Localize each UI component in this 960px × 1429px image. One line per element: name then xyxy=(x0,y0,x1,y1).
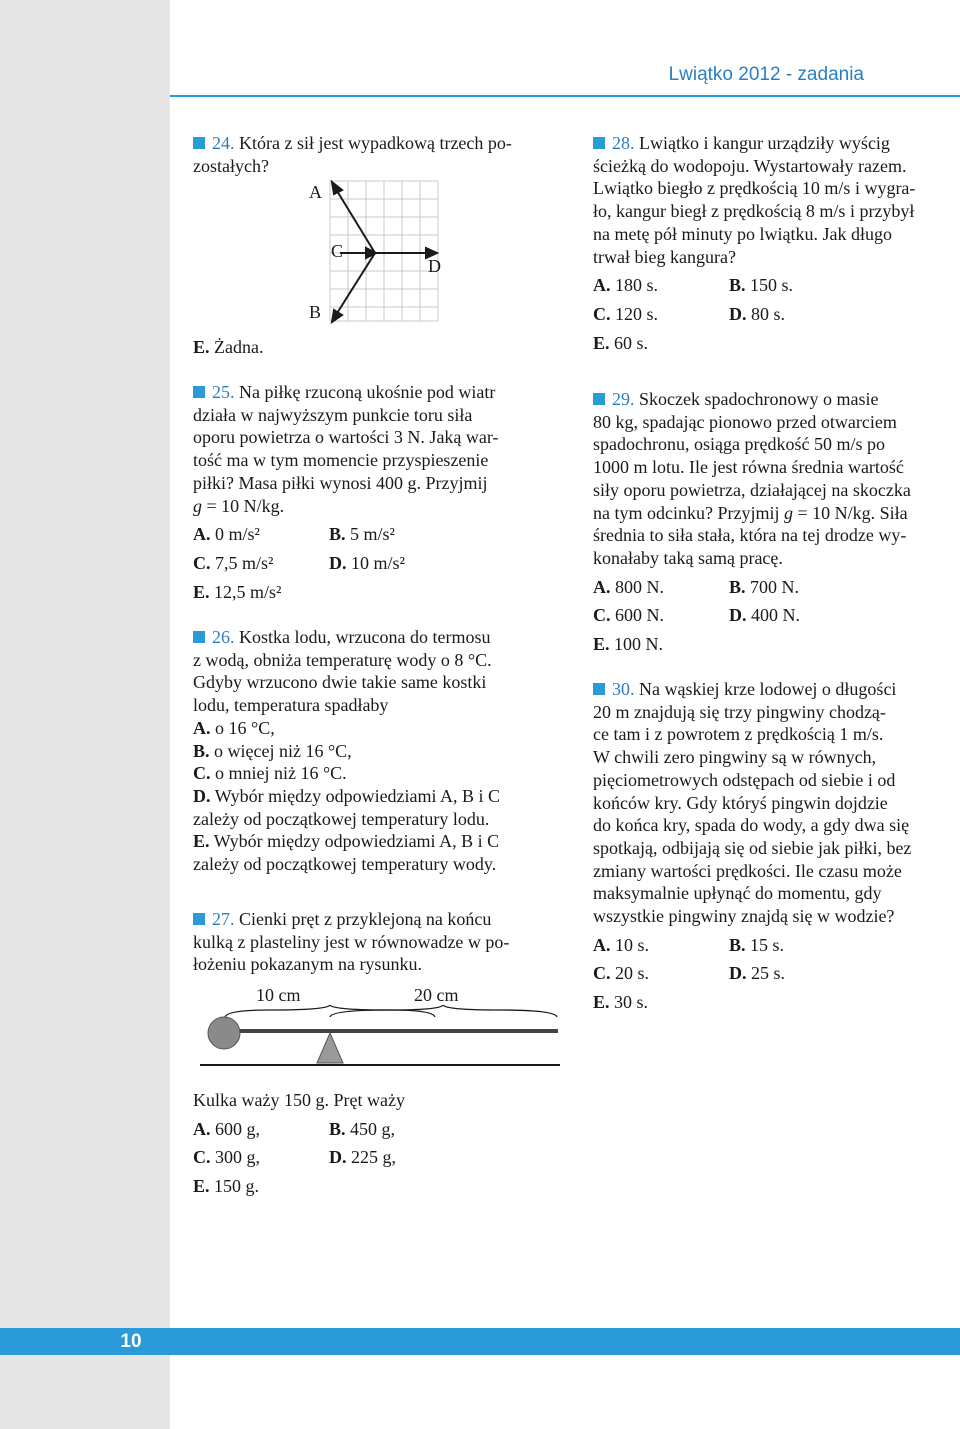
header-title: Lwiątko 2012 - zadania xyxy=(668,64,864,85)
question-text-line: ło, kangur biegł z prędkością 8 m/s i przybył xyxy=(593,201,915,222)
question-25 xyxy=(193,381,558,603)
question-text-line: Gdyby wrzucono dwie takie same kostki xyxy=(193,672,487,693)
question-text-line: 1000 m lotu. Ile jest równa średnia wartość xyxy=(593,457,904,478)
force-label-a: A xyxy=(309,182,322,202)
question-text-line: końców kry. Gdy któryś pingwin dojdzie xyxy=(593,792,888,813)
question-text-line: tość ma w tym momencie przyspieszenie xyxy=(193,450,489,471)
option-b: 150 s. xyxy=(750,275,794,296)
force-label-b: B xyxy=(309,302,322,322)
question-number: 28. xyxy=(612,133,635,153)
option-d: 25 s. xyxy=(751,963,786,984)
fulcrum xyxy=(317,1033,343,1063)
option-key: D. xyxy=(729,605,747,626)
question-text-line: = 10 N/kg. Siła xyxy=(792,502,908,523)
q24-option-e xyxy=(193,336,264,359)
option-key: B. xyxy=(329,524,346,545)
option-d: 225 g, xyxy=(351,1147,396,1168)
plasticine-ball xyxy=(208,1017,240,1049)
option-a: 10 s. xyxy=(615,934,650,955)
option-e: 150 g. xyxy=(214,1176,260,1197)
option-e-cont: zależy od początkowej temperatury wody. xyxy=(193,854,497,875)
option-key: A. xyxy=(593,576,611,597)
option-key: C. xyxy=(193,763,211,784)
question-text-line: zmiany wartości prędkości. Ile czasu może xyxy=(593,860,902,881)
rod xyxy=(225,1029,558,1033)
question-text-line: piłki? Masa piłki wynosi 400 g. Przyjmij xyxy=(193,472,488,493)
force-label-d: D xyxy=(428,256,441,276)
question-text-line: do końca kry, spada do wody, a gdy dwa się xyxy=(593,815,910,836)
option-key: A. xyxy=(193,717,211,738)
option-key: C. xyxy=(193,552,211,573)
question-text-line: Skoczek spadochronowy o masie xyxy=(639,389,879,409)
brace-left xyxy=(225,1005,435,1017)
option-e: 100 N. xyxy=(614,634,664,655)
option-b: 450 g, xyxy=(350,1118,396,1139)
question-text-line: z wodą, obniża temperaturę wody o 8 °C. xyxy=(193,649,492,670)
header-rule xyxy=(170,95,960,97)
option-key: E. xyxy=(593,634,610,655)
option-a: o 16 °C, xyxy=(215,717,275,738)
option-c: 120 s. xyxy=(615,303,659,324)
option-key: B. xyxy=(729,576,746,597)
option-b: 15 s. xyxy=(750,934,785,955)
question-marker xyxy=(593,393,605,405)
question-marker xyxy=(193,631,205,643)
page-number: 10 xyxy=(120,1331,142,1352)
option-key: D. xyxy=(729,303,747,324)
option-key: C. xyxy=(193,1147,211,1168)
question-text-line: pięciometrowych odstępach od siebie i od xyxy=(593,769,896,790)
question-text-line: kulką z plasteliny jest w równowadze w po- xyxy=(193,931,510,952)
option-key: C. xyxy=(593,303,611,324)
question-text-line: zostałych? xyxy=(193,155,269,176)
question-text-line: = 10 N/kg. xyxy=(202,495,285,516)
option-key: A. xyxy=(593,275,611,296)
option-key: E. xyxy=(193,581,210,602)
question-27 xyxy=(193,908,558,976)
question-text-line: maksymalnie upłynąć do momentu, gdy xyxy=(593,883,882,904)
question-29 xyxy=(593,388,957,656)
question-text-line: lodu, temperatura spadłaby xyxy=(193,695,389,716)
question-number: 30. xyxy=(612,679,635,699)
question-marker xyxy=(193,386,205,398)
option-key: E. xyxy=(593,332,610,353)
question-text-line: W chwili zero pingwiny są w równych, xyxy=(593,747,877,768)
question-text-line: Lwiątko biegło z prędkością 10 m/s i wygra- xyxy=(593,178,916,199)
option-key: D. xyxy=(729,963,747,984)
option-key: E. xyxy=(193,1176,210,1197)
option-c: 300 g, xyxy=(215,1147,260,1168)
question-text-line: spadochronu, osiąga prędkość 50 m/s po xyxy=(593,434,885,455)
question-26 xyxy=(193,626,558,876)
option-key: B. xyxy=(329,1118,346,1139)
option-key: D. xyxy=(193,785,211,806)
option-key: E. xyxy=(593,992,610,1013)
question-text-line: Na piłkę rzuconą ukośnie pod wiatr xyxy=(239,382,496,402)
question-text-line: ce tam i z powrotem z prędkością 1 m/s. xyxy=(593,724,884,745)
question-30 xyxy=(593,678,957,1014)
rod-length-right: 20 cm xyxy=(414,985,459,1005)
question-text-line: Kostka lodu, wrzucona do termosu xyxy=(239,627,491,647)
question-number: 27. xyxy=(212,909,235,929)
question-marker xyxy=(193,137,205,149)
question-text-line: konałaby taką samą pracę. xyxy=(593,547,783,568)
question-text-line: oporu powietrza o wartości 3 N. Jaką war- xyxy=(193,427,499,448)
question-marker xyxy=(593,137,605,149)
option-b: o więcej niż 16 °C, xyxy=(214,740,352,761)
force-label-c: C xyxy=(331,241,344,261)
brace-right xyxy=(330,1005,557,1017)
option-key: E. xyxy=(193,337,210,357)
variable-g: g xyxy=(193,495,202,516)
option-e: 60 s. xyxy=(614,332,649,353)
option-key: A. xyxy=(193,524,211,545)
option-text: Żadna. xyxy=(214,337,264,357)
question-text-line: Lwiątko i kangur urządziły wyścig xyxy=(639,133,890,153)
question-24 xyxy=(193,132,560,177)
question-number: 26. xyxy=(212,627,235,647)
option-key: D. xyxy=(329,1147,347,1168)
page-sidebar xyxy=(0,0,170,1429)
question-text-line: Na wąskiej krze lodowej o długości xyxy=(639,679,897,699)
question-number: 25. xyxy=(212,382,235,402)
option-d: Wybór między odpowiedziami A, B i C xyxy=(214,785,501,806)
lever-diagram xyxy=(200,1005,560,1075)
option-d: 400 N. xyxy=(751,605,800,626)
option-b: 5 m/s² xyxy=(350,524,395,545)
question-marker xyxy=(593,683,605,695)
variable-g: g xyxy=(783,502,793,523)
question-text-line: Kulka waży 150 g. Pręt waży xyxy=(193,1090,405,1110)
question-text-line: łożeniu pokazanym na rysunku. xyxy=(193,954,422,975)
question-text-line: Cienki pręt z przyklejoną na końcu xyxy=(239,909,492,929)
option-key: D. xyxy=(329,552,347,573)
option-key: B. xyxy=(729,934,746,955)
question-text-line: wszystkie pingwiny znajdą się w wodzie? xyxy=(593,906,895,927)
option-c: 7,5 m/s² xyxy=(215,552,274,573)
question-text-line: 80 kg, spadając pionowo przed otwarciem xyxy=(593,411,897,432)
question-number: 29. xyxy=(612,389,635,409)
question-text-line: Która z sił jest wypadkową trzech po- xyxy=(239,133,512,153)
question-28 xyxy=(593,132,957,354)
question-text-line: ścieżką do wodopoju. Wystartowały razem. xyxy=(593,155,907,176)
question-text-line: na tym odcinku? Przyjmij xyxy=(593,502,784,523)
option-b: 700 N. xyxy=(750,576,800,597)
force-diagram xyxy=(300,176,470,326)
option-d: 80 s. xyxy=(751,303,786,324)
question-number: 24. xyxy=(212,133,235,153)
question-27-answers xyxy=(193,1089,558,1198)
option-e: 30 s. xyxy=(614,992,649,1013)
option-c: 600 N. xyxy=(615,605,664,626)
option-a: 0 m/s² xyxy=(215,524,260,545)
question-text-line: trwał bieg kangura? xyxy=(593,246,736,267)
option-e: Wybór między odpowiedziami A, B i C xyxy=(213,831,500,852)
option-e: 12,5 m/s² xyxy=(214,581,282,602)
option-a: 180 s. xyxy=(615,275,659,296)
option-key: A. xyxy=(193,1118,211,1139)
question-text-line: na metę pół minuty po lwiątku. Jak długo xyxy=(593,223,892,244)
option-key: E. xyxy=(193,831,210,852)
option-key: B. xyxy=(193,740,210,761)
option-key: B. xyxy=(729,275,746,296)
rod-length-left: 10 cm xyxy=(256,985,301,1005)
option-c: 20 s. xyxy=(615,963,650,984)
option-key: C. xyxy=(593,963,611,984)
option-key: C. xyxy=(593,605,611,626)
option-a: 800 N. xyxy=(615,576,664,597)
question-text-line: spotkają, odbijają się od siebie jak piłki, bez xyxy=(593,837,912,858)
option-c: o mniej niż 16 °C. xyxy=(215,763,347,784)
option-d: 10 m/s² xyxy=(351,552,405,573)
option-key: A. xyxy=(593,934,611,955)
option-d-cont: zależy od początkowej temperatury lodu. xyxy=(193,808,490,829)
option-a: 600 g, xyxy=(215,1118,260,1139)
question-text-line: działa w najwyższym punkcie toru siła xyxy=(193,404,473,425)
question-text-line: średnia to siła stała, która na tej drodze wy- xyxy=(593,525,907,546)
question-text-line: 20 m znajdują się trzy pingwiny chodzą- xyxy=(593,701,886,722)
question-text-line: siły oporu powietrza, działającej na skoczka xyxy=(593,479,911,500)
question-marker xyxy=(193,913,205,925)
